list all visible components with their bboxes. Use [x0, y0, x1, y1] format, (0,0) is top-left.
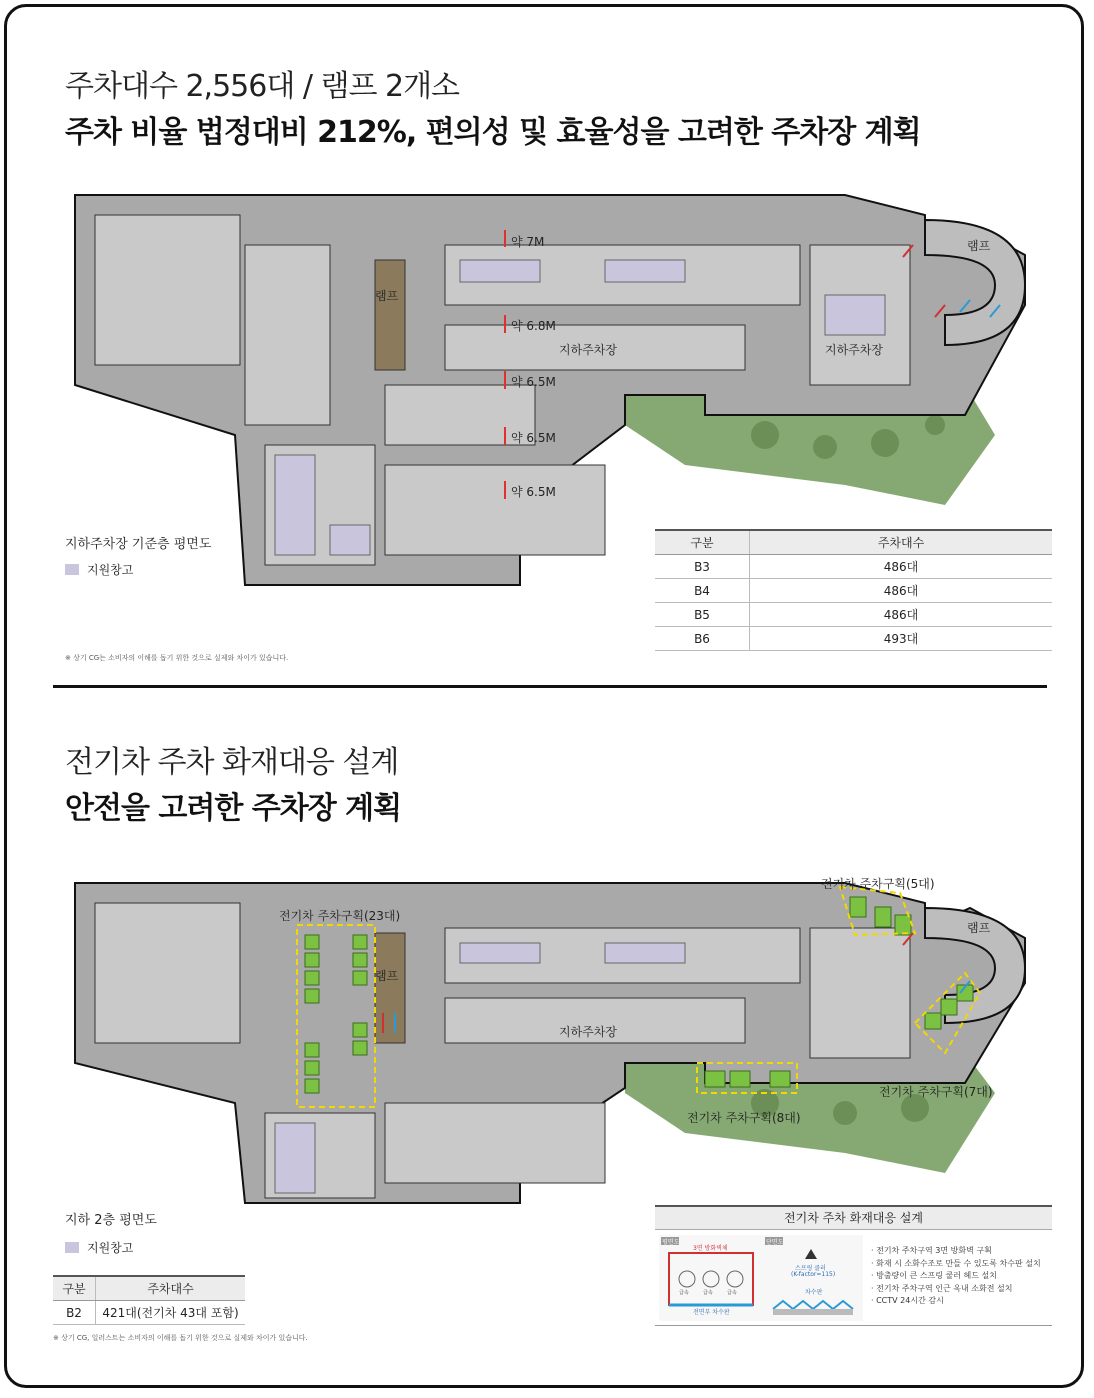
table-cell: 486대	[750, 579, 1053, 603]
parking-right-label: 지하주차장	[825, 343, 883, 357]
front-barrier-label: 전면부 차수판	[693, 1309, 730, 1316]
b2-count-table	[53, 1275, 245, 1325]
storage-swatch	[65, 564, 79, 575]
spot-label-3: 급속	[727, 1290, 737, 1296]
table-header-division: 구분	[53, 1276, 96, 1301]
dim-label-3: 약 6.5M	[511, 375, 556, 389]
spot-label-1: 급속	[679, 1290, 689, 1296]
fire-design-title: 전기차 주차 화재대응 설계	[655, 1207, 1052, 1230]
fire-design-list	[871, 1245, 1041, 1308]
dim-label-2: 약 6.8M	[511, 319, 556, 333]
table-cell: 421대(전기차 43대 포함)	[96, 1301, 246, 1325]
storage-swatch	[65, 1242, 79, 1253]
section1-title-light: 주차대수 2,556대 / 램프 2개소	[65, 69, 460, 104]
ev-zone-23-label: 전기차 주차구획(23대)	[279, 909, 401, 923]
section2-title-bold: 안전을 고려한 주차장 계획	[65, 791, 402, 826]
section-view-diagram	[763, 1235, 863, 1321]
storage-legend-label: 지원창고	[87, 1241, 134, 1255]
table-cell: 486대	[750, 603, 1053, 627]
table-cell: 493대	[750, 627, 1053, 651]
dim-label-1: 약 7M	[511, 235, 545, 249]
list-item: · 화재 시 소화수조로 만들 수 있도록 차수판 설치	[871, 1258, 1041, 1271]
table-cell: B2	[53, 1301, 96, 1325]
spot-label-2: 급속	[703, 1290, 713, 1296]
section1-title-bold: 주차 비율 법정대비 212%, 편의성 및 효율성을 고려한 주차장 계획	[65, 115, 921, 150]
ev-zone-7-label: 전기차 주차구획(7대)	[879, 1085, 993, 1099]
table-cell: 486대	[750, 555, 1053, 579]
plan1-legend	[65, 561, 133, 578]
table-cell: B5	[655, 603, 750, 627]
ramp-left-label: 램프	[375, 289, 399, 303]
table-row	[53, 1301, 245, 1325]
table-row	[655, 627, 1052, 651]
ramp-right-label: 램프	[967, 239, 991, 253]
plan2-note: ※ 상기 CG, 일러스트는 소비자의 이해를 돕기 위한 것으로 실제와 차이가 있습니다.	[53, 1334, 308, 1342]
ev-zone-8-label: 전기차 주차구획(8대)	[687, 1111, 801, 1125]
plan1-caption: 지하주차장 기준층 평면도	[65, 537, 212, 552]
barrier-label: 차수판	[805, 1289, 823, 1296]
dim-label-4: 약 6.5M	[511, 431, 556, 445]
fire-wall-label: 3면 방화벽체	[693, 1245, 728, 1252]
list-item: · 전기차 주차구역 인근 옥내 소화전 설치	[871, 1283, 1041, 1296]
section-view-tag: 단면도	[766, 1239, 784, 1246]
section-divider	[53, 685, 1047, 688]
table-cell: B3	[655, 555, 750, 579]
page-frame	[4, 4, 1084, 1388]
dim-label-5: 약 6.5M	[511, 485, 556, 499]
table-row	[655, 579, 1052, 603]
sprinkler-label: 스프링 클러	[795, 1265, 826, 1272]
parking-count-table	[655, 529, 1052, 651]
table-header-count: 주차대수	[750, 530, 1053, 555]
plan2-legend	[65, 1239, 133, 1256]
ev-zone-5-label: 전기차 주차구획(5대)	[821, 877, 935, 891]
list-item: · 전기차 주차구역 3면 방화벽 구획	[871, 1245, 1041, 1258]
storage-legend-label: 지원창고	[87, 563, 134, 577]
k-factor-label: (K-factor=115)	[791, 1271, 836, 1278]
table-header-division: 구분	[655, 530, 750, 555]
table-cell: B4	[655, 579, 750, 603]
table-cell: B6	[655, 627, 750, 651]
section2-title-light: 전기차 주차 화재대응 설계	[65, 745, 399, 780]
list-item: · 방출량이 큰 스프링 쿨러 헤드 설치	[871, 1270, 1041, 1283]
plan1-note: ※ 상기 CG는 소비자의 이해를 돕기 위한 것으로 실제와 차이가 있습니다.	[65, 654, 289, 662]
list-item: · CCTV 24시간 감시	[871, 1295, 1041, 1308]
b2-floor-plan	[65, 873, 1045, 1213]
table-row	[655, 555, 1052, 579]
ramp-left-label: 램프	[375, 969, 399, 983]
ev-fire-design-box	[655, 1205, 1052, 1326]
parking-center-label: 지하주차장	[559, 343, 617, 357]
table-row	[655, 603, 1052, 627]
plan2-caption: 지하 2층 평면도	[65, 1213, 157, 1228]
table-header-count: 주차대수	[96, 1276, 246, 1301]
plan-view-tag: 평면도	[662, 1239, 680, 1246]
ramp-right-label: 램프	[967, 921, 991, 935]
parking-center-label: 지하주차장	[559, 1025, 617, 1039]
